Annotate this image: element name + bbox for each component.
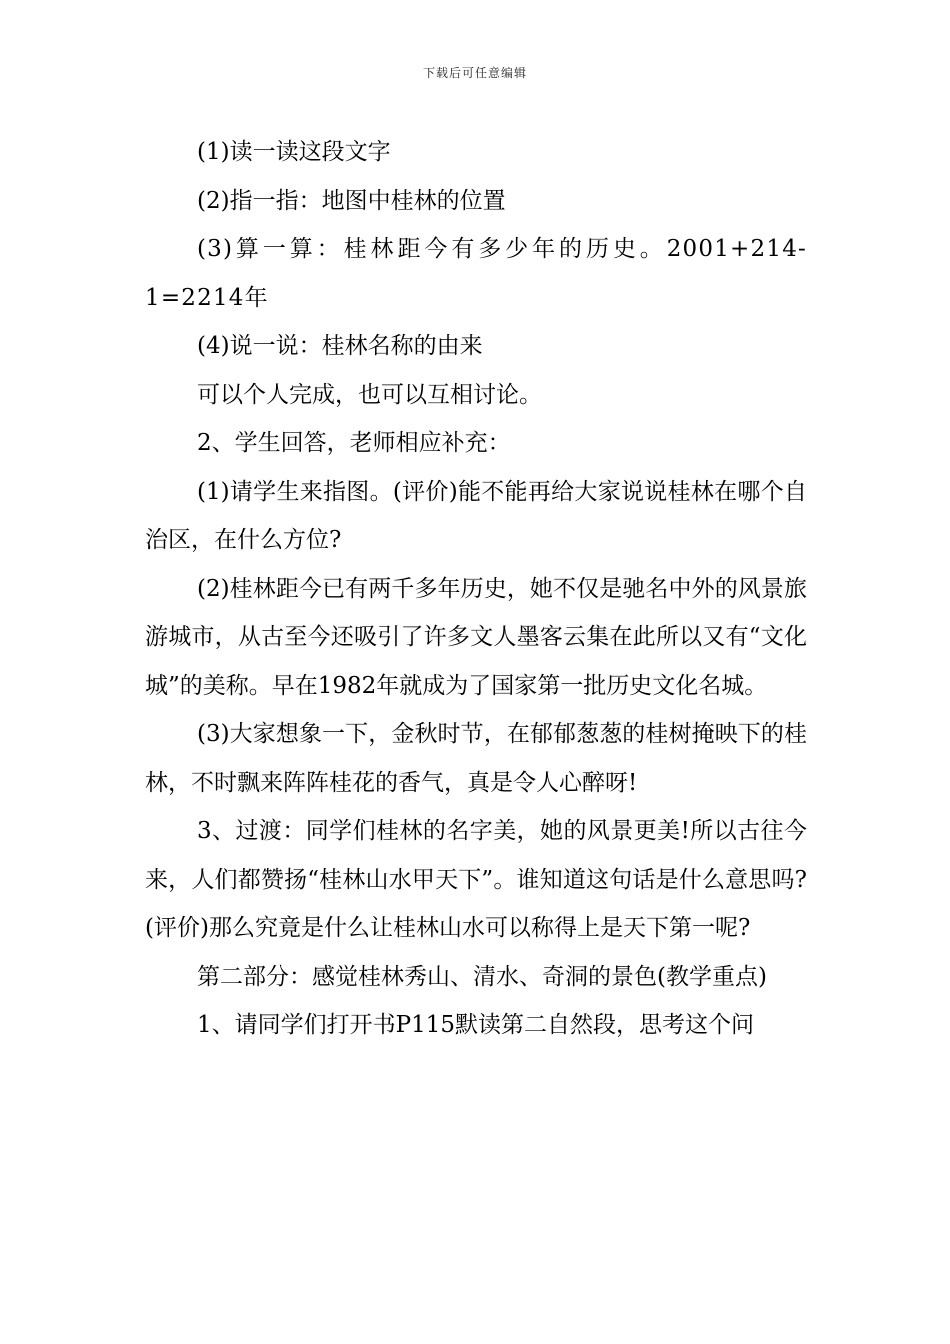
paragraph: 2、学生回答，老师相应补充：	[197, 430, 511, 456]
paragraph: (2)桂林距今已有两千多年历史，她不仅是驰名中外的风景旅游城市，从古至今还吸引了许多文人墨客云集在此所以又有“文化城”的美称。早在1982年就成为了国家第一批历史文化名城。	[145, 575, 807, 699]
paragraph: (2)指一指：地图中桂林的位置	[197, 187, 506, 214]
paragraph: 3、过渡：同学们桂林的名字美，她的风景更美!所以古往今来，人们都赞扬“桂林山水甲天下”。谁知道这句话是什么意思吗?(评价)那么究竟是什么让桂林山水可以称得上是天下第一呢?	[145, 818, 807, 941]
paragraph: 第二部分：感觉桂林秀山、清水、奇洞的景色(教学重点)	[197, 963, 767, 990]
paragraph: 可以个人完成，也可以互相讨论。	[197, 381, 542, 408]
paragraph: (1)读一读这段文字	[197, 139, 391, 165]
page-header-note: 下载后可任意编辑	[422, 66, 527, 80]
paragraph: (1)请学生来指图。(评价)能不能再给大家说说桂林在哪个自治区，在什么方位?	[145, 478, 807, 553]
paragraph: (3)算一算：桂林距今有多少年的历史。2001+214-1=2214年	[145, 236, 807, 311]
paragraph: (3)大家想象一下，金秋时节，在郁郁葱葱的桂树掩映下的桂林，不时飘来阵阵桂花的香气，真是令人心醉呀!	[145, 721, 807, 796]
paragraph: 1、请同学们打开书P115默读第二自然段，思考这个问	[197, 1012, 755, 1038]
paragraph: (4)说一说：桂林名称的由来	[197, 333, 483, 359]
document-body	[145, 128, 807, 1050]
